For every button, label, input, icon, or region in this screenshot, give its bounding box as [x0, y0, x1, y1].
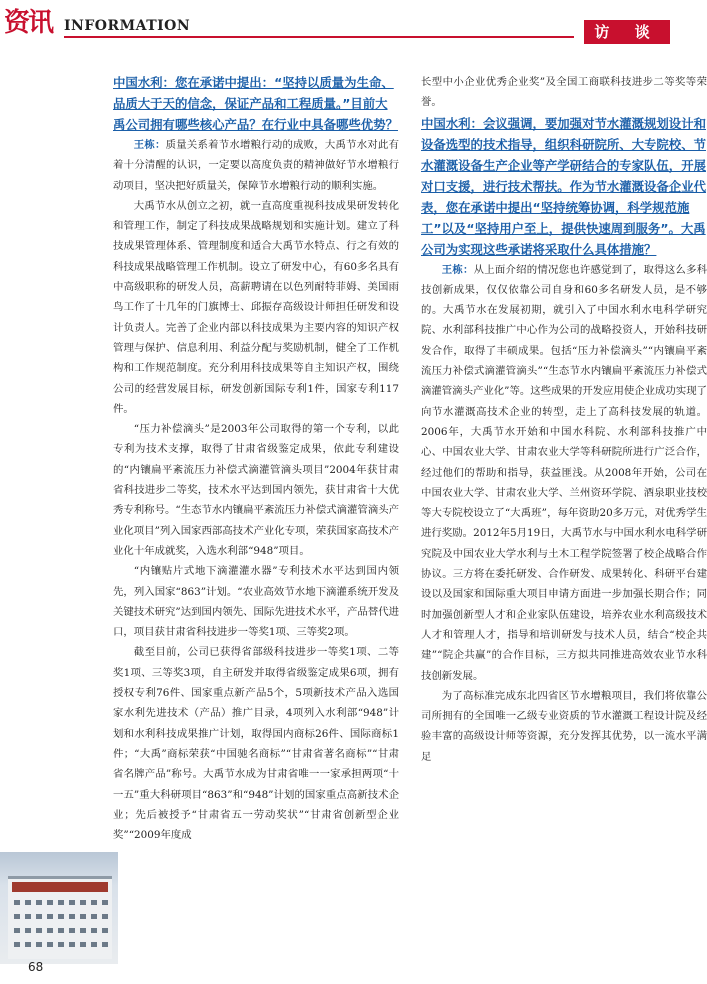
window [102, 900, 108, 905]
window [36, 900, 42, 905]
interview-question: 中国水利：您在承诺中提出：“坚持以质量为生命、品质大于天的信念，保证产品和工程质量。”目前大禹公司拥有哪些核心产品？在行业中具备哪些优势？ [113, 75, 398, 132]
window [25, 914, 31, 919]
left-column [113, 72, 399, 845]
building-photo [0, 852, 118, 964]
body-paragraph: “内镶贴片式地下滴灌灌水器”专利技术水平达到国内领先，列入国家“863”计划。“农业高效节水地下滴灌系统开发及关键技术研究”达到国内领先、国际先进技术水平，产品替代进口，项目获甘肃省科技进步一等奖1项、三等奖2项。 [113, 565, 399, 639]
window [91, 928, 97, 933]
magazine-header [0, 0, 670, 46]
window [47, 914, 53, 919]
window [36, 942, 42, 947]
window [80, 942, 86, 947]
window [69, 942, 75, 947]
window [58, 928, 64, 933]
window [69, 914, 75, 919]
window [80, 900, 86, 905]
building-sign [12, 882, 108, 892]
body-paragraph: 大禹节水从创立之初，就一直高度重视科技成果研发转化和管理工作，制定了科技成果战略规划和实施计划。建立了科技成果管理体系、管理制度和适合大禹节水特点、行之有效的科技成果战略管理工作机制。设立了研发中心，有60多名具有中高级职称的研发人员，高薪聘请在以色列耐特菲姆、美国雨鸟工作了十几年的门旗博士、邱振存高级设计师担任研发和设计负责人。完善了企业内部以科技成果为主要内容的知识产权管理与保护、信息利用、利益分配与奖励机制，健全了工作机构和工作规范制度。充分利用科技成果等自主知识产权，围绕公司的经营发展目标，研发创新国际专利1件，国家专利117件。 [113, 199, 399, 415]
window [14, 928, 20, 933]
window [36, 914, 42, 919]
answer-text: 从上面介绍的情况您也许感觉到了，取得这么多科技创新成果，仅仅依靠公司自身和60多名研发人员，是不够的。大禹节水在发展初期，就引入了中国水利水电科学研究院、水利部科技推广中心作为公司的战略投资人，开始科技研发合作，取得了丰硕成果。包括“压力补偿滴头”“内镶扁平紊流压力补偿式滴灌管滴头”“生态节水内镶扁平紊流压力补偿式滴灌管滴头产业化”等。这些成果的开发应用使企业成功实现了向节水灌溉高技术企业的转型，走上了高科技发展的轨道。2006年，大禹节水开始和中国水科院、水利部科技推广中心、中国农业大学、甘肃农业大学等科研院所进行广泛合作，经过他们的帮助和指导，获益匪浅。从2008年开始，公司在中国农业大学、甘肃农业大学、兰州资环学院、酒泉职业技校等大专院校设立了“大禹班”，每年资助20多万元，对优秀学生进行奖励。2012年5月19日，大禹节水与中国水利水电科学研究院及中国农业大学水利与土木工程学院签署了校企战略合作协议。三方将在委托研发、合作研发、成果转化、科研平台建设以及国家和国际重大项目申请方面进一步加强长期合作；同时加强创新型人才和企业家队伍建设，培养农业水利高级技术人才和管理人才，指导和培训研发与技术人员，结合“校企共建”“院企共赢”的合作目标，三方拟共同推进高效农业节水科技创新发展。 [421, 263, 707, 682]
window [80, 914, 86, 919]
window [25, 942, 31, 947]
window [14, 900, 20, 905]
body-paragraph: 为了高标准完成东北四省区节水增粮项目，我们将依靠公司所拥有的全国唯一乙级专业资质的节水灌溉工程设计院及经验丰富的高级设计师等资源，充分发挥其优势，以一流水平满足 [421, 689, 707, 763]
window [58, 942, 64, 947]
interview-answer [113, 135, 399, 196]
window [47, 942, 53, 947]
window [102, 914, 108, 919]
page-number: 68 [28, 960, 44, 974]
window [25, 900, 31, 905]
window [25, 928, 31, 933]
window [47, 928, 53, 933]
window [102, 928, 108, 933]
right-column [421, 72, 707, 767]
speaker-name: 王栋： [133, 139, 166, 151]
body-paragraph: 截至目前，公司已获得省部级科技进步一等奖1项、二等奖1项、三等奖3项，自主研发并取得省级鉴定成果6项，拥有授权专利76件、国家重点新产品5个，5项新技术产品入选国家水利先进技术（产品）推广目录，4项列入水利部“948”计划和水利科技成果推广计划，取得国内商标26件、国际商标1件；“大禹”商标荣获“中国驰名商标”“甘肃省著名商标”“甘肃省名牌产品”称号。大禹节水成为甘肃省唯一一家承担两项“十一五”重大科研项目“863”和“948”计划的国家重点高新技术企业；先后被授予“甘肃省五一劳动奖状”“甘肃省创新型企业奖”“2009年度成 [113, 646, 399, 842]
interview-question: 中国水利：会议强调，要加强对节水灌溉规划设计和设备选型的技术指导，组织科研院所、大专院校、节水灌溉设备生产企业等产学研结合的专家队伍，开展对口支援，进行技术帮扶。作为节水灌溉设备企业代表，您在承诺中提出“坚持统筹协调，科学规范施工”以及“坚持用户至上，提供快速周到服务”。大禹公司为实现这些承诺将采取什么具体措施？ [421, 115, 706, 257]
window [14, 942, 20, 947]
section-tab: 访 谈 [584, 20, 670, 44]
window [69, 928, 75, 933]
window [80, 928, 86, 933]
brand-logo-zh: 资讯 [4, 8, 53, 38]
interview-answer [421, 260, 707, 686]
window [36, 928, 42, 933]
brand-logo-en: INFORMATION [64, 18, 191, 34]
continued-paragraph: 长型中小企业优秀企业奖”及全国工商联科技进步二等奖等荣誉。 [421, 76, 707, 109]
window [91, 942, 97, 947]
window [91, 900, 97, 905]
window [58, 900, 64, 905]
body-paragraph: “压力补偿滴头”是2003年公司取得的第一个专利，以此专利为技术支撑，取得了甘肃省级鉴定成果，依此专利建设的“内镶扁平紊流压力补偿式滴灌管滴头项目”2004年获甘肃省科技进步二等奖，技术水平达到国内领先，获甘肃省十大优秀专利称号。“生态节水内镶扁平紊流压力补偿式滴灌管滴头产业化项目”列入国家西部高技术产业化专项，荣获国家高技术产业化十年成就奖，入选水利部“948”项目。 [113, 423, 399, 557]
speaker-name: 王栋： [441, 263, 474, 276]
window [14, 914, 20, 919]
window [47, 900, 53, 905]
header-rule [64, 36, 574, 38]
window [91, 914, 97, 919]
answer-text: 质量关系着节水增粮行动的成败，大禹节水对此有着十分清醒的认识，一定要以高度负责的精神做好节水增粮行动项目，坚决把好质量关，保障节水增粮行动的顺利实施。 [113, 139, 400, 192]
window [102, 942, 108, 947]
window [69, 900, 75, 905]
window [58, 914, 64, 919]
